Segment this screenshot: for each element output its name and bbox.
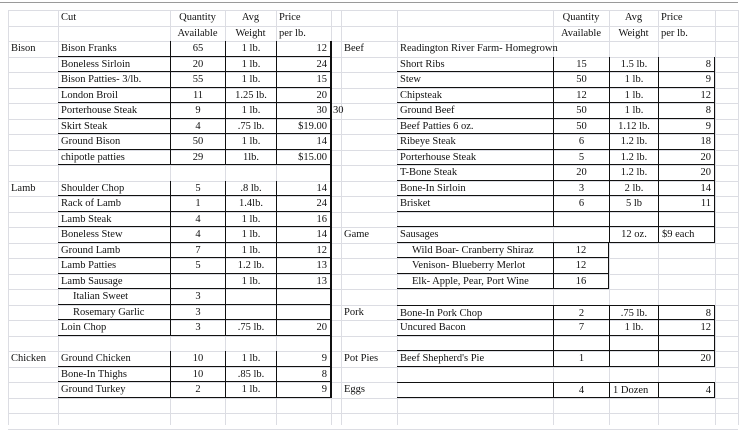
blank-cell[interactable] xyxy=(609,212,658,228)
weight-cell[interactable]: 12 oz. xyxy=(609,227,658,243)
cut-cell[interactable]: Chipsteak xyxy=(397,88,553,104)
quantity-cell[interactable]: 50 xyxy=(553,103,609,119)
price-cell[interactable]: 13 xyxy=(276,274,331,290)
weight-cell[interactable]: 1 lb. xyxy=(225,57,276,73)
cut-cell[interactable]: Italian Sweet xyxy=(58,289,170,305)
quantity-cell[interactable] xyxy=(553,227,609,243)
price-cell[interactable]: 14 xyxy=(658,181,715,197)
weight-cell[interactable]: 1 lb. xyxy=(225,351,276,367)
price-cell[interactable]: 12 xyxy=(658,320,715,336)
category-label[interactable]: Eggs xyxy=(344,384,365,395)
cut-cell[interactable]: Venison- Blueberry Merlot xyxy=(397,258,553,274)
cut-cell[interactable]: Ribeye Steak xyxy=(397,134,553,150)
quantity-cell[interactable]: 10 xyxy=(170,367,225,383)
quantity-cell[interactable]: 65 xyxy=(170,41,225,57)
price-cell[interactable]: 12 xyxy=(276,41,331,57)
header-available[interactable]: Available xyxy=(177,27,218,39)
weight-cell[interactable]: 1.25 lb. xyxy=(225,88,276,104)
blank-cell[interactable] xyxy=(658,212,715,228)
price-cell[interactable]: 20 xyxy=(658,351,715,367)
cut-cell[interactable]: Bone-In Sirloin xyxy=(397,181,553,197)
price-cell[interactable]: $19.00 xyxy=(276,119,331,135)
price-cell[interactable]: 18 xyxy=(658,134,715,150)
quantity-cell[interactable]: 1 xyxy=(553,351,609,367)
cut-cell[interactable]: Boneless Stew xyxy=(58,227,170,243)
price-cell[interactable]: 9 xyxy=(276,351,331,367)
weight-cell[interactable]: 1.2 lb. xyxy=(609,150,658,166)
quantity-cell[interactable]: 2 xyxy=(553,305,609,321)
cut-cell[interactable]: Brisket xyxy=(397,196,553,212)
quantity-cell[interactable]: 6 xyxy=(553,134,609,150)
quantity-cell[interactable]: 4 xyxy=(170,212,225,228)
quantity-cell[interactable]: 3 xyxy=(170,289,225,305)
cut-cell[interactable]: Rack of Lamb xyxy=(58,196,170,212)
quantity-cell[interactable]: 4 xyxy=(170,119,225,135)
quantity-cell[interactable]: 3 xyxy=(553,181,609,197)
header-weight[interactable]: Weight xyxy=(235,27,266,39)
header-per-lb[interactable]: per lb. xyxy=(279,27,306,39)
price-cell[interactable]: 14 xyxy=(276,181,331,197)
quantity-cell[interactable]: 9 xyxy=(170,103,225,119)
cut-cell[interactable]: Short Ribs xyxy=(397,57,553,73)
blank-cell[interactable] xyxy=(658,336,715,352)
header-quantity[interactable]: Quantity xyxy=(179,12,216,23)
price-cell[interactable]: 20 xyxy=(276,88,331,104)
weight-cell[interactable]: 1.4lb. xyxy=(225,196,276,212)
cut-cell[interactable]: Ground Turkey xyxy=(58,382,170,398)
cut-cell[interactable]: Shoulder Chop xyxy=(58,181,170,197)
quantity-cell[interactable]: 16 xyxy=(553,274,609,290)
price-cell[interactable]: 9 xyxy=(658,72,715,88)
weight-cell[interactable]: 1 lb. xyxy=(225,212,276,228)
weight-cell[interactable]: 1.2 lb. xyxy=(225,258,276,274)
price-cell[interactable]: $9 each xyxy=(658,227,715,243)
quantity-cell[interactable]: 1 xyxy=(170,196,225,212)
cut-cell[interactable]: Porterhouse Steak xyxy=(58,103,170,119)
quantity-cell[interactable]: 12 xyxy=(553,258,609,274)
category-label[interactable]: Pot Pies xyxy=(344,353,379,364)
cut-cell[interactable]: Lamb Steak xyxy=(58,212,170,228)
quantity-cell[interactable]: 4 xyxy=(170,227,225,243)
quantity-cell[interactable]: 50 xyxy=(170,134,225,150)
weight-cell[interactable]: 1.5 lb. xyxy=(609,57,658,73)
cut-cell[interactable]: Ground Bison xyxy=(58,134,170,150)
weight-cell[interactable]: 1.2 lb. xyxy=(609,134,658,150)
category-label[interactable]: Beef xyxy=(344,43,364,54)
cut-cell[interactable]: Loin Chop xyxy=(58,320,170,336)
weight-cell[interactable]: .75 lb. xyxy=(609,305,658,321)
quantity-cell[interactable]: 5 xyxy=(553,150,609,166)
price-cell[interactable]: 8 xyxy=(658,305,715,321)
weight-cell[interactable]: 1 lb. xyxy=(225,382,276,398)
price-cell[interactable]: 20 xyxy=(658,150,715,166)
price-cell[interactable] xyxy=(276,305,331,321)
quantity-cell[interactable]: 12 xyxy=(553,243,609,259)
category-label[interactable]: Chicken xyxy=(11,353,46,364)
category-label[interactable]: Game xyxy=(344,229,370,240)
quantity-cell[interactable]: 15 xyxy=(553,57,609,73)
cut-cell[interactable]: Porterhouse Steak xyxy=(397,150,553,166)
price-cell[interactable]: 9 xyxy=(658,119,715,135)
price-cell[interactable]: 16 xyxy=(276,212,331,228)
quantity-cell[interactable]: 11 xyxy=(170,88,225,104)
blank-cell[interactable] xyxy=(553,336,609,352)
cut-cell[interactable]: Ground Chicken xyxy=(58,351,170,367)
price-cell[interactable]: 8 xyxy=(276,367,331,383)
header-avg[interactable]: Avg xyxy=(624,12,643,23)
price-cell[interactable]: 8 xyxy=(658,57,715,73)
cut-cell[interactable]: London Broil xyxy=(58,88,170,104)
weight-cell[interactable] xyxy=(225,289,276,305)
quantity-cell[interactable]: 6 xyxy=(553,196,609,212)
blank-cell[interactable] xyxy=(397,212,553,228)
header-per-lb[interactable]: per lb. xyxy=(661,27,688,39)
row-gridline xyxy=(8,429,738,430)
header-quantity[interactable]: Quantity xyxy=(562,12,600,23)
cut-cell[interactable]: Beef Patties 6 oz. xyxy=(397,119,553,135)
quantity-cell[interactable]: 12 xyxy=(553,88,609,104)
price-cell[interactable]: 30 xyxy=(276,103,331,119)
cut-cell[interactable]: Boneless Sirloin xyxy=(58,57,170,73)
quantity-cell[interactable]: 2 xyxy=(170,382,225,398)
price-cell[interactable]: 15 xyxy=(276,72,331,88)
quantity-cell[interactable]: 7 xyxy=(553,320,609,336)
weight-cell[interactable]: .8 lb. xyxy=(225,181,276,197)
price-cell[interactable]: 20 xyxy=(658,165,715,181)
header-weight[interactable]: Weight xyxy=(618,27,649,39)
weight-cell[interactable]: .75 lb. xyxy=(225,320,276,336)
quantity-cell[interactable]: 5 xyxy=(170,258,225,274)
header-avg[interactable]: Avg xyxy=(241,12,260,23)
category-label[interactable]: Bison xyxy=(11,43,36,54)
quantity-cell[interactable]: 3 xyxy=(170,305,225,321)
weight-cell[interactable]: 1.12 lb. xyxy=(609,119,658,135)
price-cell[interactable] xyxy=(276,289,331,305)
header-available[interactable]: Available xyxy=(560,27,602,39)
cut-cell[interactable]: chipotle patties xyxy=(58,150,170,166)
weight-cell[interactable]: 5 lb xyxy=(609,196,658,212)
cut-cell[interactable]: Ground Lamb xyxy=(58,243,170,259)
cut-cell[interactable]: Sausages xyxy=(397,227,553,243)
header-cut[interactable]: Cut xyxy=(61,12,77,23)
price-cell[interactable]: 24 xyxy=(276,196,331,212)
cut-cell[interactable]: T-Bone Steak xyxy=(397,165,553,181)
blank-cell[interactable] xyxy=(553,212,609,228)
weight-cell[interactable] xyxy=(609,351,658,367)
weight-cell[interactable]: 1 Dozen xyxy=(609,382,658,398)
weight-cell[interactable]: 1 lb. xyxy=(225,41,276,57)
quantity-cell[interactable]: 10 xyxy=(170,351,225,367)
header-price[interactable]: Price xyxy=(661,12,683,23)
blank-cell[interactable] xyxy=(609,336,658,352)
price-cell[interactable]: 4 xyxy=(658,382,715,398)
weight-cell[interactable]: 1.2 lb. xyxy=(609,165,658,181)
header-price[interactable]: Price xyxy=(279,12,301,23)
cut-cell[interactable]: Skirt Steak xyxy=(58,119,170,135)
price-cell[interactable]: 24 xyxy=(276,57,331,73)
price-cell[interactable]: 13 xyxy=(276,258,331,274)
quantity-cell[interactable]: 20 xyxy=(553,165,609,181)
price-cell[interactable]: 9 xyxy=(276,382,331,398)
cut-cell[interactable] xyxy=(397,382,553,398)
price-cell[interactable]: 14 xyxy=(276,227,331,243)
cut-cell[interactable]: Bone-In Thighs xyxy=(58,367,170,383)
quantity-cell[interactable]: 7 xyxy=(170,243,225,259)
overflow-text[interactable]: 30 xyxy=(333,105,344,116)
row-gridline xyxy=(8,413,738,414)
price-cell[interactable]: $15.00 xyxy=(276,150,331,166)
cut-cell[interactable]: Uncured Bacon xyxy=(397,320,553,336)
weight-cell[interactable]: 1lb. xyxy=(225,150,276,166)
quantity-cell[interactable]: 29 xyxy=(170,150,225,166)
weight-cell[interactable]: 1 lb. xyxy=(609,88,658,104)
weight-cell[interactable]: 1 lb. xyxy=(225,103,276,119)
cut-cell[interactable]: Wild Boar- Cranberry Shiraz xyxy=(397,243,553,259)
price-cell[interactable]: 20 xyxy=(276,320,331,336)
price-cell[interactable]: 8 xyxy=(658,103,715,119)
weight-cell[interactable]: 1 lb. xyxy=(225,72,276,88)
section-border xyxy=(330,41,332,398)
price-cell[interactable]: 14 xyxy=(276,134,331,150)
cut-cell[interactable]: Beef Shepherd's Pie xyxy=(397,351,553,367)
quantity-cell[interactable]: 50 xyxy=(553,72,609,88)
cut-cell[interactable]: Elk- Apple, Pear, Port Wine xyxy=(397,274,553,290)
weight-cell[interactable]: 1 lb. xyxy=(225,243,276,259)
weight-cell[interactable] xyxy=(225,305,276,321)
price-cell[interactable]: 12 xyxy=(276,243,331,259)
weight-cell[interactable]: 1 lb. xyxy=(609,320,658,336)
weight-cell[interactable]: 1 lb. xyxy=(609,103,658,119)
cut-cell[interactable]: Ground Beef xyxy=(397,103,553,119)
cut-cell[interactable]: Bison Franks xyxy=(58,41,170,57)
cut-cell[interactable]: Bone-In Pork Chop xyxy=(397,305,553,321)
cut-cell[interactable]: Rosemary Garlic xyxy=(58,305,170,321)
quantity-cell[interactable]: 55 xyxy=(170,72,225,88)
category-label[interactable]: Pork xyxy=(344,306,364,318)
quantity-cell[interactable]: 4 xyxy=(553,382,609,398)
weight-cell[interactable]: 2 lb. xyxy=(609,181,658,197)
cut-cell[interactable]: Lamb Sausage xyxy=(58,274,170,290)
price-cell[interactable]: 12 xyxy=(658,88,715,104)
cut-cell[interactable]: Stew xyxy=(397,72,553,88)
weight-cell[interactable]: 1 lb. xyxy=(609,72,658,88)
blank-cell[interactable] xyxy=(397,336,553,352)
quantity-cell[interactable]: 50 xyxy=(553,119,609,135)
weight-cell[interactable]: 1 lb. xyxy=(225,227,276,243)
quantity-cell[interactable]: 20 xyxy=(170,57,225,73)
beef-subtitle[interactable]: Readington River Farm- Homegrown xyxy=(400,43,558,54)
weight-cell[interactable]: 1 lb. xyxy=(225,134,276,150)
cut-cell[interactable]: Bison Patties- 3/lb. xyxy=(58,72,170,88)
weight-cell[interactable]: 1 lb. xyxy=(225,274,276,290)
category-label[interactable]: Lamb xyxy=(11,182,36,194)
weight-cell[interactable]: .85 lb. xyxy=(225,367,276,383)
quantity-cell[interactable]: 3 xyxy=(170,320,225,336)
quantity-cell[interactable] xyxy=(170,274,225,290)
price-cell[interactable]: 11 xyxy=(658,196,715,212)
quantity-cell[interactable]: 5 xyxy=(170,181,225,197)
cut-cell[interactable]: Lamb Patties xyxy=(58,258,170,274)
weight-cell[interactable]: .75 lb. xyxy=(225,119,276,135)
